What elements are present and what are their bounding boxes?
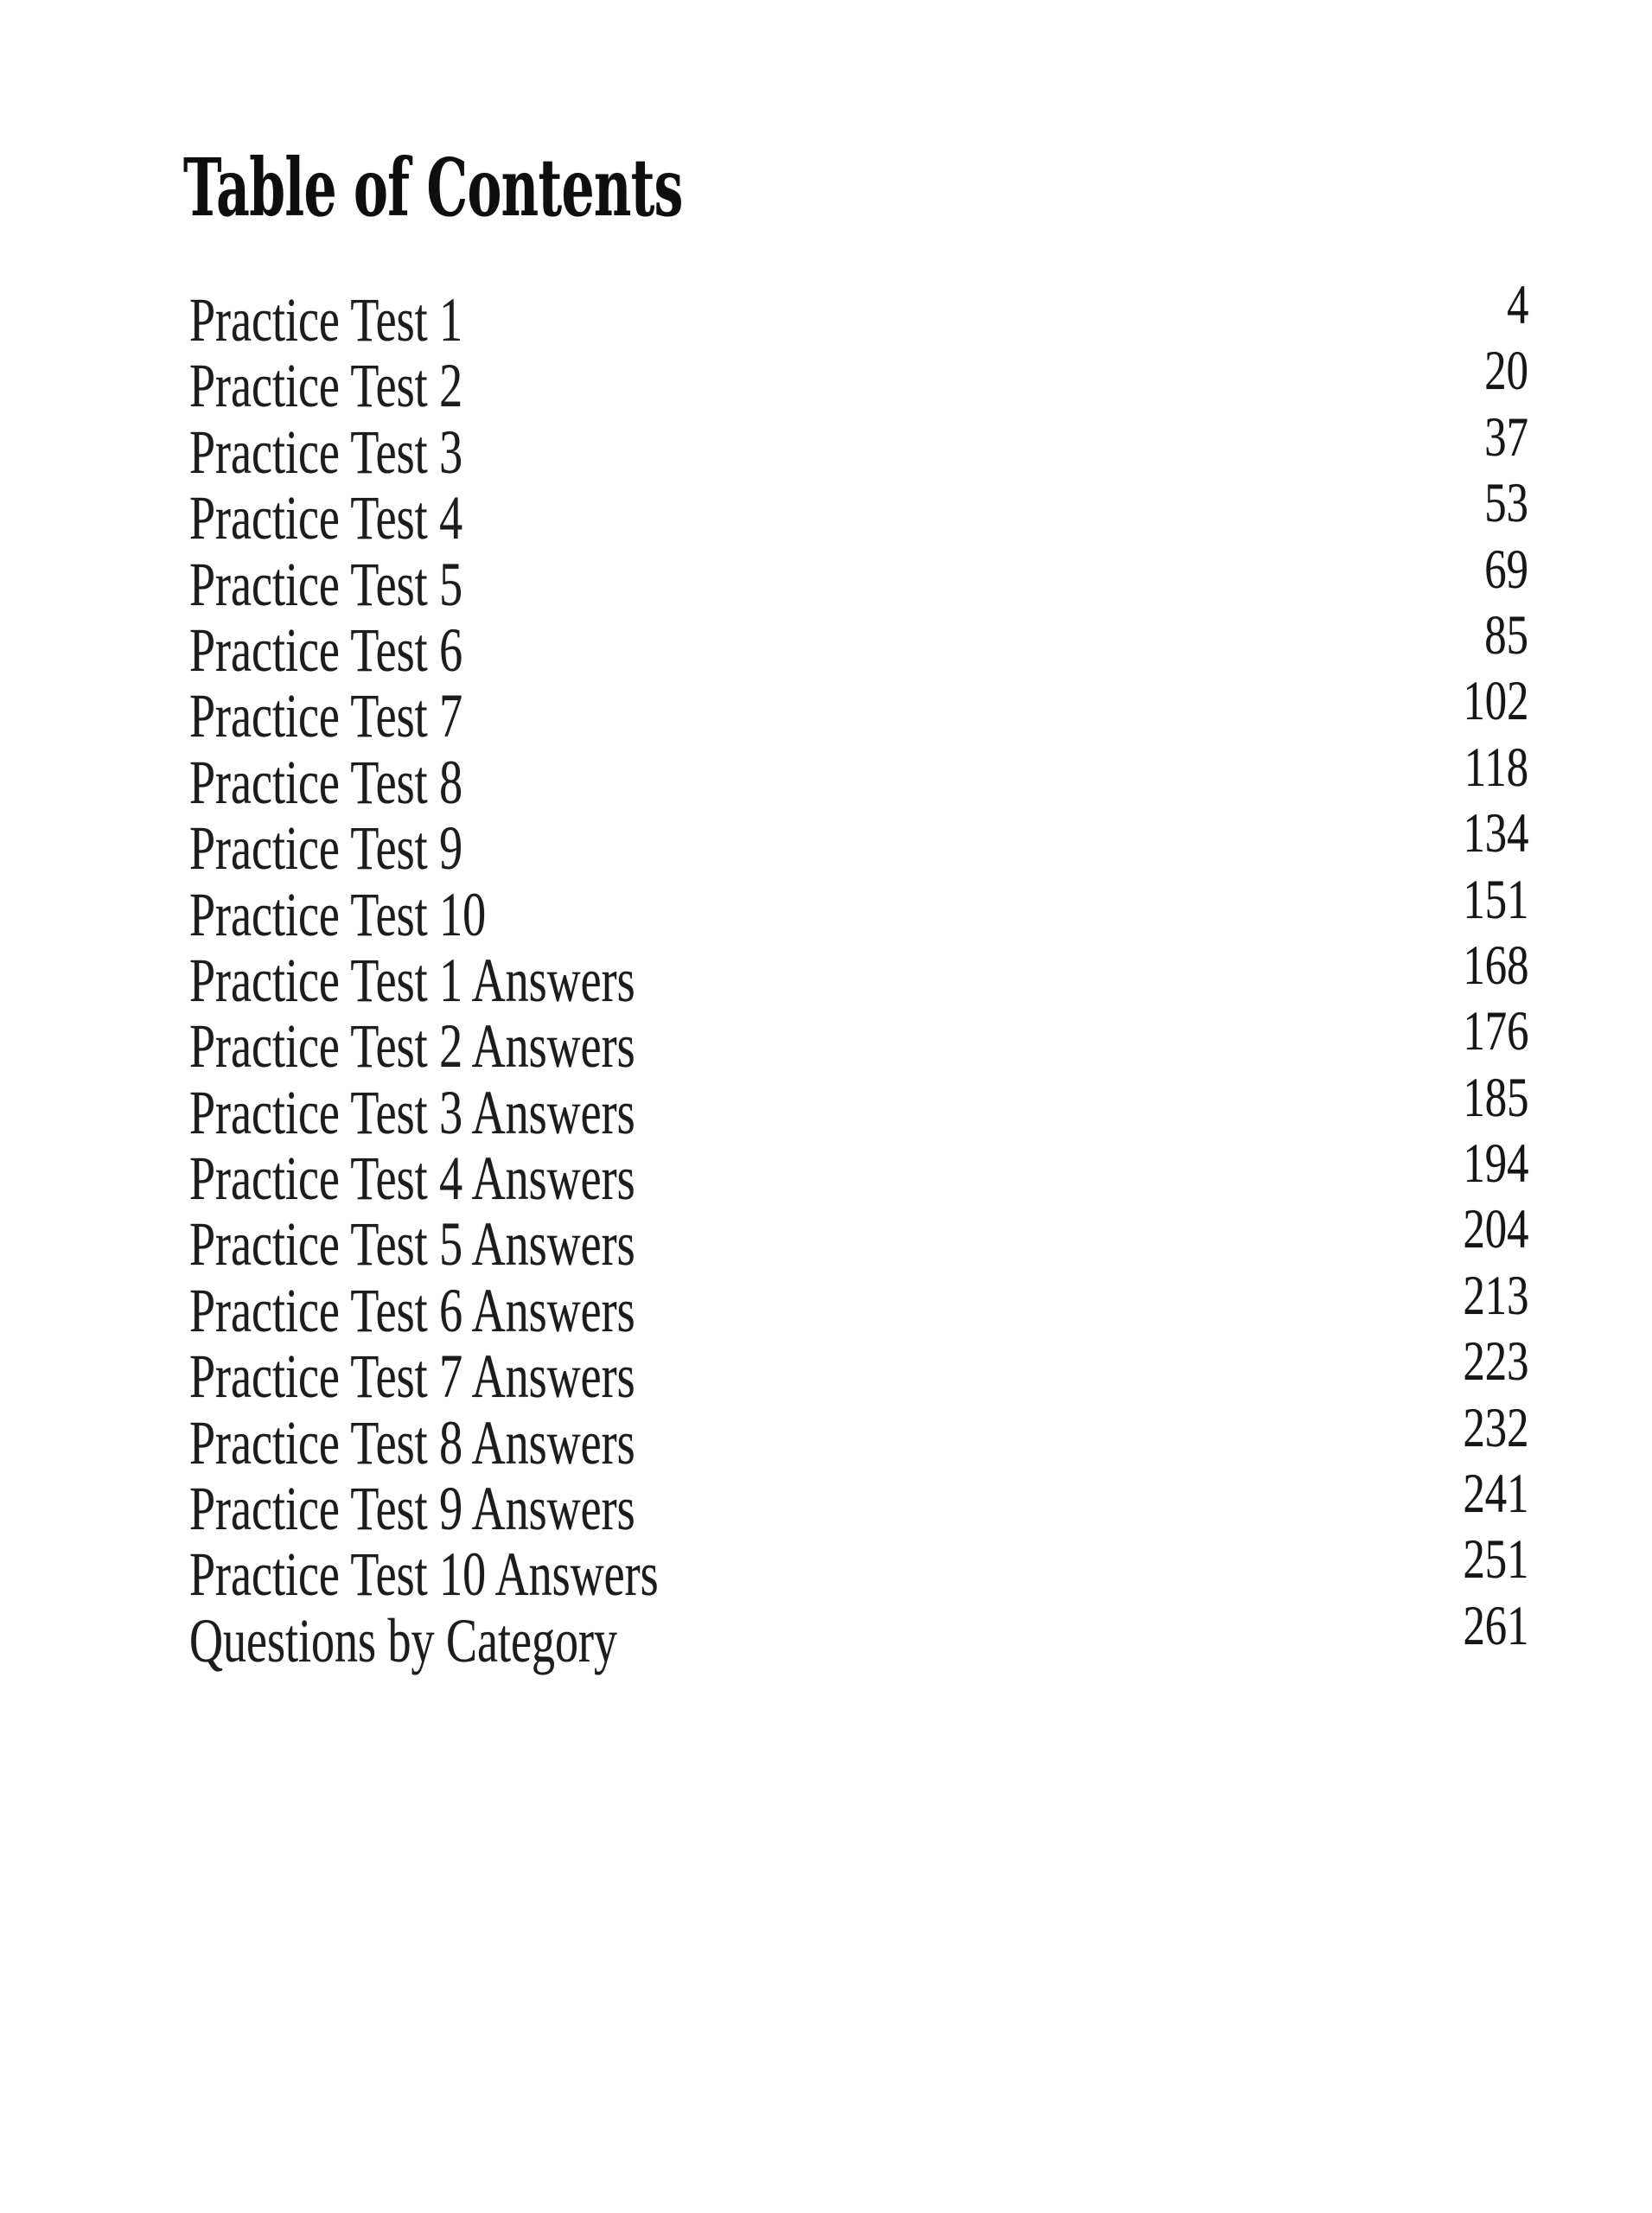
toc-row (189, 538, 1528, 619)
toc-row (189, 274, 1528, 354)
toc-page-number: 213 (1462, 1264, 1528, 1327)
toc-entry-label: Practice Test 3 (189, 417, 463, 487)
toc-row (189, 1000, 1528, 1081)
toc-entry-label: Practice Test 2 Answers (189, 1011, 635, 1081)
toc-entry-label: Practice Test 5 Answers (189, 1209, 635, 1279)
toc-page-number: 185 (1462, 1066, 1528, 1129)
toc-entry-label: Practice Test 4 (189, 483, 463, 553)
toc-page-number: 85 (1484, 603, 1528, 666)
toc-row (189, 472, 1528, 553)
toc-entry-label: Practice Test 4 Answers (189, 1144, 635, 1214)
toc-row (189, 802, 1528, 883)
toc-page-number: 204 (1462, 1198, 1528, 1261)
toc-page-number: 37 (1484, 405, 1528, 469)
toc-entry-label: Practice Test 3 Answers (189, 1077, 635, 1147)
toc-page-number: 168 (1462, 934, 1528, 997)
toc-row (189, 1463, 1528, 1544)
toc-page-number: 241 (1462, 1463, 1528, 1526)
toc-entry-label: Practice Test 10 Answers (189, 1540, 659, 1610)
toc-page-number: 53 (1484, 472, 1528, 535)
toc-page-number: 176 (1462, 1000, 1528, 1063)
toc-page-number: 118 (1464, 736, 1528, 799)
toc-row (189, 340, 1528, 421)
toc-page-number: 232 (1462, 1396, 1528, 1459)
page-title: Table of Contents (183, 141, 683, 234)
toc-page-number: 151 (1462, 868, 1528, 931)
toc-page-number: 20 (1484, 340, 1528, 403)
toc-row (189, 1330, 1528, 1412)
toc-page-number: 134 (1462, 802, 1528, 865)
toc-entry-label: Practice Test 6 Answers (189, 1275, 635, 1345)
toc-row (189, 1264, 1528, 1345)
toc-page-number: 251 (1462, 1528, 1528, 1591)
toc-entry-label: Practice Test 8 Answers (189, 1407, 635, 1477)
toc-page-number: 223 (1462, 1330, 1528, 1393)
toc-entry-label: Practice Test 10 (189, 879, 487, 949)
toc-entry-label: Practice Test 8 (189, 747, 463, 817)
toc-row (189, 1132, 1528, 1214)
toc-entry-label: Practice Test 9 (189, 813, 463, 883)
toc-row (189, 868, 1528, 949)
toc-entry-label: Practice Test 9 Answers (189, 1474, 635, 1544)
toc-entry-label: Practice Test 7 (189, 681, 463, 751)
toc-entry-label: Practice Test 1 Answers (189, 945, 635, 1015)
toc-entry-label: Practice Test 1 (189, 285, 463, 354)
toc-entry-label: Practice Test 5 (189, 549, 463, 619)
toc-row (189, 736, 1528, 817)
toc-row (189, 1594, 1528, 1675)
toc-row (189, 1528, 1528, 1610)
toc-row (189, 1198, 1528, 1279)
toc-entry-label: Practice Test 6 (189, 615, 463, 685)
toc-row (189, 603, 1528, 685)
toc-page-number: 261 (1462, 1594, 1528, 1657)
toc-page-number: 4 (1506, 274, 1528, 336)
toc-row (189, 934, 1528, 1015)
toc-page-number: 194 (1462, 1132, 1528, 1196)
toc-row (189, 1396, 1528, 1477)
toc-entry-label: Practice Test 7 Answers (189, 1342, 635, 1412)
toc-entry-label: Questions by Category (189, 1605, 617, 1675)
toc-list (189, 274, 1528, 1675)
toc-row (189, 405, 1528, 487)
toc-row (189, 1066, 1528, 1147)
toc-row (189, 670, 1528, 751)
toc-page-number: 102 (1462, 670, 1528, 733)
toc-page-number: 69 (1484, 538, 1528, 601)
toc-entry-label: Practice Test 2 (189, 351, 463, 421)
